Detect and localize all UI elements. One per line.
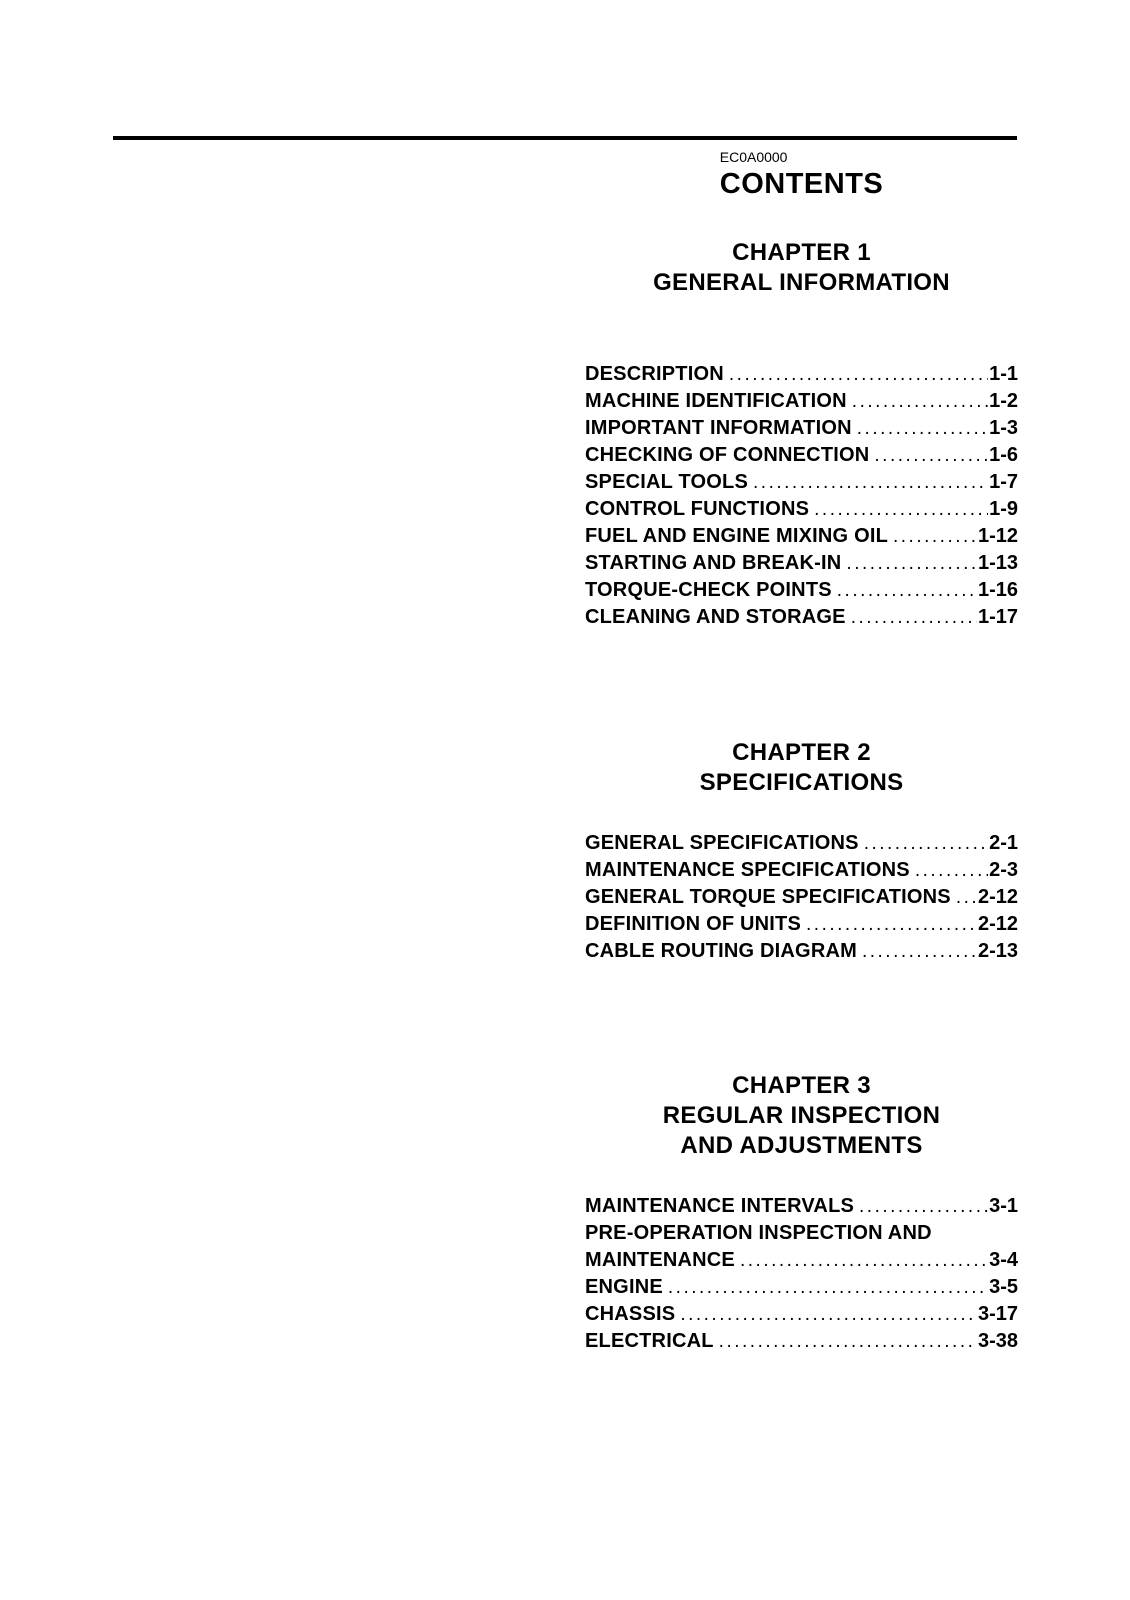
toc-entry-label: STARTING AND BREAK-IN [585,552,842,574]
toc-entry [585,442,1018,469]
toc-entry-label: CONTROL FUNCTIONS [585,498,810,520]
toc-entry-page: 2-3 [989,859,1018,881]
toc-entry-page: 2-12 [977,913,1018,935]
dot-leader [857,415,988,443]
toc-entry-page: 3-4 [989,1249,1018,1271]
chapter-3-heading-line-3: AND ADJUSTMENTS [680,1132,923,1159]
toc-entry-label: SPECIAL TOOLS [585,471,749,493]
toc-entry-label: MAINTENANCE [585,1249,735,1271]
toc-entry-continuation-head [585,1220,1018,1247]
toc-entry-label: MAINTENANCE INTERVALS [585,1195,855,1217]
chapter-1-heading [585,238,1018,298]
toc-entry-label: GENERAL SPECIFICATIONS [585,832,859,854]
toc-entry-label: GENERAL TORQUE SPECIFICATIONS [585,886,951,908]
toc-entry-label: DESCRIPTION [585,363,724,385]
dot-leader [719,1328,977,1356]
toc-entry-page: 1-9 [989,498,1018,520]
title-inner [720,149,884,200]
toc-entry-label: TORQUE-CHECK POINTS [585,579,832,601]
toc-entry-label: CHECKING OF CONNECTION [585,444,870,466]
toc-entry-page: 1-2 [989,390,1018,412]
toc-entry [585,1328,1018,1355]
dot-leader [846,550,977,578]
toc-entry-page: 1-17 [977,606,1018,628]
toc-entry-page: 3-1 [989,1195,1018,1217]
dot-leader [956,884,977,912]
toc-entry-page: 2-13 [977,940,1018,962]
title-block [585,149,1018,200]
chapter-1-heading-line-1: CHAPTER 1 [732,239,871,266]
toc-entry [585,415,1018,442]
toc-entry [585,1274,1018,1301]
toc-entry-page: 2-12 [977,886,1018,908]
dot-leader [874,442,988,470]
dot-leader [806,911,977,939]
document-code: EC0A0000 [719,149,788,165]
dot-leader [729,361,988,389]
toc-entry-page: 1-3 [989,417,1018,439]
dot-leader [851,604,977,632]
chapter-2-heading-line-2: SPECIFICATIONS [699,769,904,796]
toc-entry-label: ENGINE [585,1276,663,1298]
chapter-3-heading-line-2: REGULAR INSPECTION [662,1102,941,1129]
toc-entry-page: 2-1 [989,832,1018,854]
toc-entry-page: 3-17 [977,1303,1018,1325]
toc-entry-label: MAINTENANCE SPECIFICATIONS [585,859,910,881]
toc-entry [585,1193,1018,1220]
chapter-3-heading-line-1: CHAPTER 3 [732,1072,871,1099]
toc-entry [585,550,1018,577]
toc-entry-page: 1-16 [977,579,1018,601]
toc-entry-page: 3-38 [977,1330,1018,1352]
toc-entry [585,496,1018,523]
chapter-3-toc-list [585,1193,1018,1355]
toc-entry [585,523,1018,550]
toc-entry [585,604,1018,631]
toc-entry [585,857,1018,884]
toc-entry-label: MACHINE IDENTIFICATION [585,390,847,412]
toc-entry-label: IMPORTANT INFORMATION [585,417,852,439]
dot-leader [862,938,977,966]
toc-entry-label: CLEANING AND STORAGE [585,606,846,628]
toc-entry [585,469,1018,496]
chapter-2-heading-line-1: CHAPTER 2 [732,739,871,766]
dot-leader [837,577,977,605]
toc-entry [585,388,1018,415]
toc-entry [585,1247,1018,1274]
toc-entry-page: 1-12 [977,525,1018,547]
toc-entry [585,830,1018,857]
toc-entry-page: 1-6 [989,444,1018,466]
toc-entry-label: CHASSIS [585,1303,676,1325]
toc-entry-label: PRE-OPERATION INSPECTION AND [585,1222,932,1244]
dot-leader [740,1247,988,1275]
dot-leader [859,1193,988,1221]
toc-entry [585,938,1018,965]
contents-column [585,0,1018,1600]
toc-entry [585,911,1018,938]
toc-entry-page: 1-13 [977,552,1018,574]
toc-entry-label: DEFINITION OF UNITS [585,913,802,935]
toc-entry-page: 3-5 [989,1276,1018,1298]
dot-leader [893,523,977,551]
page-title: CONTENTS [719,168,884,200]
toc-entry [585,577,1018,604]
toc-entry-label: ELECTRICAL [585,1330,714,1352]
toc-entry [585,884,1018,911]
toc-entry [585,361,1018,388]
toc-entry-page: 1-1 [989,363,1018,385]
dot-leader [668,1274,988,1302]
chapter-1-toc-list [585,361,1018,631]
toc-entry [585,1301,1018,1328]
dot-leader [680,1301,977,1329]
dot-leader [753,469,988,497]
dot-leader [915,857,988,885]
chapter-2-toc-list [585,830,1018,965]
chapter-1-heading-line-2: GENERAL INFORMATION [653,269,950,296]
toc-entry-page: 1-7 [989,471,1018,493]
toc-entry-label: CABLE ROUTING DIAGRAM [585,940,857,962]
dot-leader [814,496,988,524]
chapter-2-heading [585,738,1018,798]
dot-leader [852,388,988,416]
chapter-3-heading [585,1071,1018,1161]
toc-entry-label: FUEL AND ENGINE MIXING OIL [585,525,888,547]
dot-leader [864,830,988,858]
